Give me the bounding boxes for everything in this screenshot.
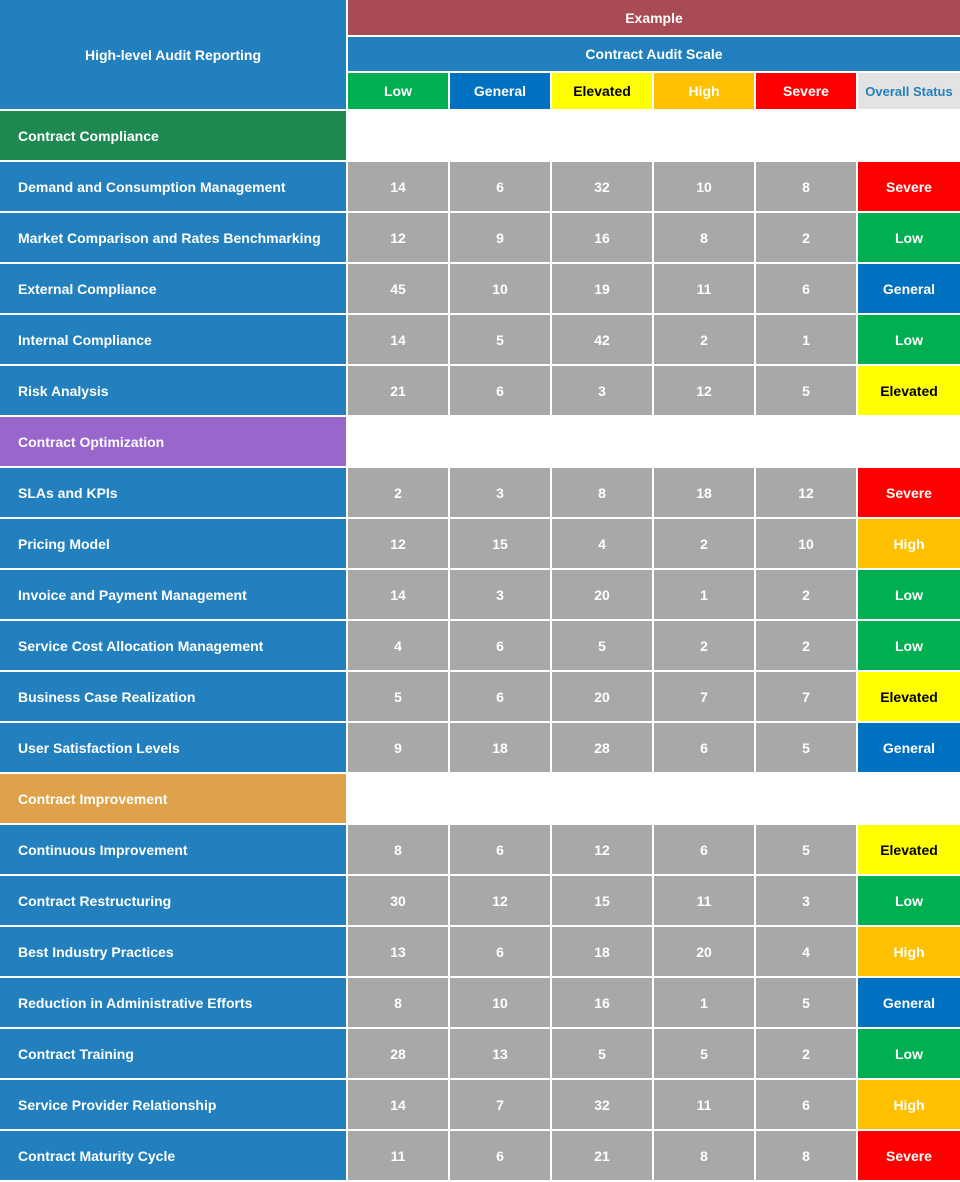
row-label: Contract Training [0, 1029, 346, 1078]
table-row [0, 366, 960, 415]
row-label: Contract Restructuring [0, 876, 346, 925]
value-cell: 12 [552, 825, 652, 874]
overall-status-cell: Low [858, 570, 960, 619]
scale-header: Contract Audit Scale [348, 37, 960, 71]
scale-level-high: High [654, 73, 754, 109]
value-cell: 8 [348, 978, 448, 1027]
overall-status-cell: Severe [858, 468, 960, 517]
value-cell: 8 [756, 162, 856, 211]
row-label: Service Provider Relationship [0, 1080, 346, 1129]
value-cell: 14 [348, 1080, 448, 1129]
value-cell: 1 [654, 978, 754, 1027]
value-cell: 32 [552, 162, 652, 211]
table-row [0, 468, 960, 517]
row-label: Demand and Consumption Management [0, 162, 346, 211]
value-cell: 6 [654, 825, 754, 874]
table-row [0, 213, 960, 262]
value-cell: 2 [348, 468, 448, 517]
report-title: High-level Audit Reporting [0, 0, 346, 109]
row-label: Pricing Model [0, 519, 346, 568]
value-cell: 6 [450, 366, 550, 415]
value-cell: 28 [552, 723, 652, 772]
value-cell: 11 [348, 1131, 448, 1180]
value-cell: 8 [552, 468, 652, 517]
section-row [0, 111, 960, 160]
value-cell: 6 [450, 162, 550, 211]
value-cell: 2 [756, 621, 856, 670]
value-cell: 14 [348, 315, 448, 364]
value-cell: 5 [552, 621, 652, 670]
value-cell: 9 [450, 213, 550, 262]
row-label: Market Comparison and Rates Benchmarking [0, 213, 346, 262]
value-cell: 1 [756, 315, 856, 364]
value-cell: 7 [450, 1080, 550, 1129]
value-cell: 14 [348, 570, 448, 619]
value-cell: 45 [348, 264, 448, 313]
value-cell: 15 [450, 519, 550, 568]
value-cell: 2 [654, 315, 754, 364]
table-row [0, 315, 960, 364]
section-spacer [348, 111, 960, 160]
value-cell: 3 [756, 876, 856, 925]
overall-status-cell: High [858, 519, 960, 568]
table-row [0, 672, 960, 721]
overall-status-cell: General [858, 264, 960, 313]
table-row [0, 1131, 960, 1180]
value-cell: 30 [348, 876, 448, 925]
value-cell: 5 [348, 672, 448, 721]
value-cell: 2 [756, 213, 856, 262]
section-title: Contract Compliance [0, 111, 346, 160]
value-cell: 16 [552, 213, 652, 262]
value-cell: 20 [654, 927, 754, 976]
value-cell: 2 [756, 1029, 856, 1078]
value-cell: 8 [348, 825, 448, 874]
row-label: Business Case Realization [0, 672, 346, 721]
section-row [0, 774, 960, 823]
value-cell: 12 [348, 519, 448, 568]
value-cell: 10 [654, 162, 754, 211]
value-cell: 2 [654, 621, 754, 670]
value-cell: 5 [756, 825, 856, 874]
value-cell: 8 [756, 1131, 856, 1180]
overall-status-cell: High [858, 927, 960, 976]
audit-table-body [0, 111, 960, 1182]
row-label: Service Cost Allocation Management [0, 621, 346, 670]
value-cell: 12 [654, 366, 754, 415]
value-cell: 12 [756, 468, 856, 517]
value-cell: 4 [552, 519, 652, 568]
value-cell: 6 [450, 672, 550, 721]
value-cell: 42 [552, 315, 652, 364]
value-cell: 28 [348, 1029, 448, 1078]
table-row [0, 723, 960, 772]
section-spacer [348, 774, 960, 823]
section-title: Contract Improvement [0, 774, 346, 823]
value-cell: 20 [552, 570, 652, 619]
value-cell: 11 [654, 264, 754, 313]
value-cell: 4 [756, 927, 856, 976]
table-row [0, 519, 960, 568]
value-cell: 5 [654, 1029, 754, 1078]
value-cell: 5 [552, 1029, 652, 1078]
value-cell: 12 [348, 213, 448, 262]
value-cell: 6 [654, 723, 754, 772]
value-cell: 1 [654, 570, 754, 619]
value-cell: 32 [552, 1080, 652, 1129]
row-label: Reduction in Administrative Efforts [0, 978, 346, 1027]
value-cell: 10 [756, 519, 856, 568]
table-row [0, 621, 960, 670]
overall-status-cell: General [858, 723, 960, 772]
scale-level-general: General [450, 73, 550, 109]
value-cell: 8 [654, 213, 754, 262]
value-cell: 2 [654, 519, 754, 568]
value-cell: 12 [450, 876, 550, 925]
value-cell: 3 [450, 570, 550, 619]
row-label: SLAs and KPIs [0, 468, 346, 517]
value-cell: 16 [552, 978, 652, 1027]
section-row [0, 417, 960, 466]
row-label: Best Industry Practices [0, 927, 346, 976]
overall-status-cell: Low [858, 1029, 960, 1078]
table-row [0, 1080, 960, 1129]
row-label: Risk Analysis [0, 366, 346, 415]
value-cell: 3 [552, 366, 652, 415]
value-cell: 3 [450, 468, 550, 517]
value-cell: 6 [450, 825, 550, 874]
value-cell: 13 [348, 927, 448, 976]
value-cell: 10 [450, 264, 550, 313]
table-row [0, 825, 960, 874]
value-cell: 7 [654, 672, 754, 721]
value-cell: 5 [756, 366, 856, 415]
section-spacer [348, 417, 960, 466]
row-label: Contract Maturity Cycle [0, 1131, 346, 1180]
value-cell: 14 [348, 162, 448, 211]
table-row [0, 927, 960, 976]
table-row [0, 264, 960, 313]
value-cell: 6 [756, 264, 856, 313]
value-cell: 21 [552, 1131, 652, 1180]
table-row [0, 570, 960, 619]
overall-status-cell: Low [858, 876, 960, 925]
scale-levels [348, 73, 960, 109]
value-cell: 9 [348, 723, 448, 772]
table-row [0, 162, 960, 211]
overall-status-cell: Low [858, 213, 960, 262]
scale-level-elevated: Elevated [552, 73, 652, 109]
value-cell: 18 [552, 927, 652, 976]
scale-level-severe: Severe [756, 73, 856, 109]
overall-status-cell: High [858, 1080, 960, 1129]
overall-status-cell: Low [858, 315, 960, 364]
value-cell: 15 [552, 876, 652, 925]
value-cell: 20 [552, 672, 652, 721]
value-cell: 8 [654, 1131, 754, 1180]
table-row [0, 1029, 960, 1078]
value-cell: 5 [450, 315, 550, 364]
scale-level-low: Low [348, 73, 448, 109]
value-cell: 4 [348, 621, 448, 670]
value-cell: 6 [450, 927, 550, 976]
overall-status-cell: Elevated [858, 366, 960, 415]
value-cell: 6 [450, 1131, 550, 1180]
row-label: Invoice and Payment Management [0, 570, 346, 619]
value-cell: 11 [654, 1080, 754, 1129]
row-label: Continuous Improvement [0, 825, 346, 874]
scale-level-overall-status: Overall Status [858, 73, 960, 109]
value-cell: 13 [450, 1029, 550, 1078]
value-cell: 5 [756, 723, 856, 772]
example-header: Example [348, 0, 960, 35]
value-cell: 7 [756, 672, 856, 721]
value-cell: 18 [450, 723, 550, 772]
overall-status-cell: Severe [858, 162, 960, 211]
section-title: Contract Optimization [0, 417, 346, 466]
row-label: External Compliance [0, 264, 346, 313]
table-row [0, 876, 960, 925]
value-cell: 5 [756, 978, 856, 1027]
overall-status-cell: Elevated [858, 672, 960, 721]
value-cell: 2 [756, 570, 856, 619]
value-cell: 18 [654, 468, 754, 517]
value-cell: 6 [450, 621, 550, 670]
value-cell: 19 [552, 264, 652, 313]
row-label: Internal Compliance [0, 315, 346, 364]
overall-status-cell: Low [858, 621, 960, 670]
overall-status-cell: Severe [858, 1131, 960, 1180]
row-label: User Satisfaction Levels [0, 723, 346, 772]
value-cell: 21 [348, 366, 448, 415]
value-cell: 11 [654, 876, 754, 925]
table-row [0, 978, 960, 1027]
overall-status-cell: Elevated [858, 825, 960, 874]
overall-status-cell: General [858, 978, 960, 1027]
value-cell: 6 [756, 1080, 856, 1129]
value-cell: 10 [450, 978, 550, 1027]
